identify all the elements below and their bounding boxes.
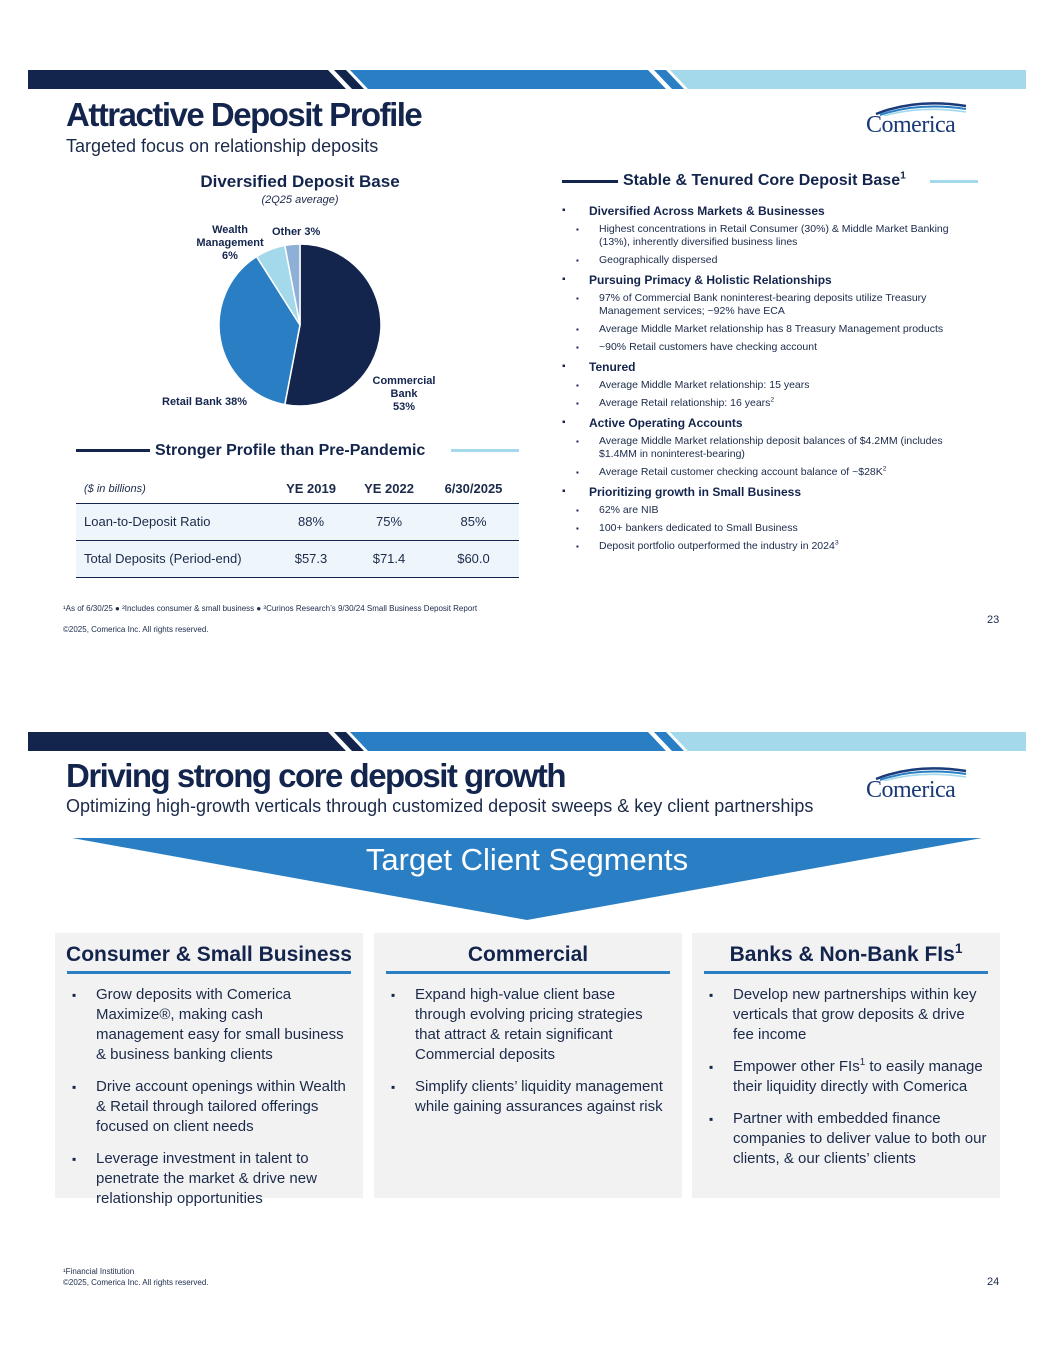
bullet-heading: ▪ Tenured xyxy=(562,359,982,375)
page-number: 24 xyxy=(987,1276,1000,1288)
rule-right xyxy=(930,180,978,183)
footnote-ref: 1 xyxy=(859,1057,866,1068)
bullet-item-text: Average Retail customer checking account balance of ~$28K xyxy=(599,466,883,478)
pie-label-wealth-value: 6% xyxy=(222,250,238,262)
bullet-item xyxy=(562,540,982,553)
table-cell: $71.4 xyxy=(350,540,428,577)
profile-table xyxy=(76,475,519,578)
deposit-pie-chart xyxy=(218,243,382,407)
header-stripe xyxy=(28,732,1026,751)
pie-label-commercial-line1: Commercial xyxy=(372,375,436,387)
col-header-ye2019: YE 2019 xyxy=(272,475,350,503)
footnote-ref: 2 xyxy=(770,396,775,404)
pie-label-commercial xyxy=(368,375,440,414)
card-bullets xyxy=(72,985,351,1221)
bullet-item xyxy=(562,397,982,410)
footnote-ref: 1 xyxy=(954,941,963,956)
segment-card-banks xyxy=(692,933,1000,1198)
profile-table-heading: Stronger Profile than Pre-Pandemic xyxy=(155,442,426,459)
rule-left xyxy=(76,449,150,452)
copyright: ©2025, Comerica Inc. All rights reserved. xyxy=(63,625,209,634)
col-header-q2-2025: 6/30/2025 xyxy=(428,475,519,503)
page-title: Driving strong core deposit growth xyxy=(66,757,566,794)
bullet-item: ▪ 97% of Commercial Bank noninterest-bearing deposits utilize Treasury Management services; ~92% have ECA xyxy=(562,292,982,318)
pie-label-commercial-value: 53% xyxy=(392,401,416,413)
card-rule xyxy=(386,971,670,974)
bullet-heading: ▪ Active Operating Accounts xyxy=(562,415,982,431)
card-rule xyxy=(704,971,988,974)
rule-left xyxy=(562,180,618,183)
page-subtitle: Optimizing high-growth verticals through customized deposit sweeps & key client partnerships xyxy=(66,796,814,816)
bullet-item-text: Average Retail relationship: 16 years xyxy=(599,397,771,409)
pie-label-wealth-line1: Wealth xyxy=(212,224,248,236)
table-cell: 85% xyxy=(428,503,519,540)
table-cell: $60.0 xyxy=(428,540,519,577)
card-title-text: Banks & Non-Bank FIs xyxy=(729,943,955,966)
list-item: ▪ Partner with embedded finance companies to deliver value to both our clients, & our clients’ clients xyxy=(709,1109,988,1169)
footnote: ¹Financial Institution xyxy=(63,1267,135,1276)
table-cell: Loan-to-Deposit Ratio xyxy=(76,503,272,540)
table-cell: 75% xyxy=(350,503,428,540)
pie-label-other: Other 3% xyxy=(272,226,321,238)
footnote-ref: 1 xyxy=(900,170,906,182)
logo-wordmark: Comerica xyxy=(866,777,956,803)
page-subtitle: Targeted focus on relationship deposits xyxy=(66,136,379,156)
segment-card-consumer xyxy=(55,933,363,1207)
footnote: ¹As of 6/30/25 ● ²Includes consumer & small business ● ³Curinos Research’s 9/30/24 Small Business Deposit Report xyxy=(63,604,478,613)
pie-label-wealth xyxy=(190,224,270,263)
core-deposit-heading xyxy=(623,172,906,190)
card-bullets xyxy=(391,985,670,1129)
bullet-item: ▪ Geographically dispersed xyxy=(562,254,982,267)
table-row xyxy=(76,503,519,540)
logo-wordmark: Comerica xyxy=(866,112,956,138)
rule-right xyxy=(451,449,519,452)
slide-24 xyxy=(0,660,1055,1320)
copyright: ©2025, Comerica Inc. All rights reserved. xyxy=(63,1278,209,1287)
list-item: ▪ Develop new partnerships within key verticals that grow deposits & drive fee income xyxy=(709,985,988,1045)
core-deposit-heading-text: Stable & Tenured Core Deposit Base xyxy=(623,172,901,189)
bullet-item: ▪ 100+ bankers dedicated to Small Business xyxy=(562,522,982,535)
table-cell: 88% xyxy=(272,503,350,540)
table-header-row xyxy=(76,475,519,503)
core-deposit-bullets xyxy=(562,198,982,558)
footnote-ref: 3 xyxy=(834,539,839,547)
list-item: ▪ Leverage investment in talent to penetrate the market & drive new relationship opportunities xyxy=(72,1149,351,1209)
bullet-item: ▪ Highest concentrations in Retail Consumer (30%) & Middle Market Banking (13%), inherently diversified business lines xyxy=(562,223,982,249)
list-item: ▪ Drive account openings within Wealth & Retail through tailored offerings focused on client needs xyxy=(72,1077,351,1137)
card-title xyxy=(692,943,1000,967)
pie-label-commercial-line2: Bank xyxy=(390,388,418,400)
bullet-heading: ▪ Prioritizing growth in Small Business xyxy=(562,484,982,500)
list-item: ▪ Expand high-value client base through evolving pricing strategies that attract & retain significant Commercial deposits xyxy=(391,985,670,1065)
pie-label-wealth-line2: Management xyxy=(196,237,264,249)
list-item: ▪ Grow deposits with Comerica Maximize®, making cash management easy for small business & business banking clients xyxy=(72,985,351,1065)
banner-title: Target Client Segments xyxy=(365,842,689,877)
header-stripe xyxy=(28,70,1026,89)
page-title: Attractive Deposit Profile xyxy=(66,96,422,133)
list-item: ▪ Simplify clients’ liquidity management while gaining assurances against risk xyxy=(391,1077,670,1117)
pie-chart-subtitle: (2Q25 average) xyxy=(261,194,339,206)
segment-card-commercial xyxy=(374,933,682,1198)
bullet-heading: ▪ Pursuing Primacy & Holistic Relationships xyxy=(562,272,982,288)
page-number: 23 xyxy=(987,614,1000,626)
table-row xyxy=(76,540,519,577)
bullet-item: ▪ ~90% Retail customers have checking account xyxy=(562,341,982,354)
comerica-logo xyxy=(866,100,976,138)
col-header-ye2022: YE 2022 xyxy=(350,475,428,503)
pie-label-retail: Retail Bank 38% xyxy=(162,396,247,408)
card-bullets xyxy=(709,985,988,1181)
bullet-item: ▪ Average Middle Market relationship: 15 years xyxy=(562,379,982,392)
bullet-item xyxy=(562,466,982,479)
slide-23 xyxy=(0,0,1055,660)
table-cell: Total Deposits (Period-end) xyxy=(76,540,272,577)
col-header-units: ($ in billions) xyxy=(76,475,272,503)
list-item-text-rest: to easily manage their liquidity directly with Comerica xyxy=(733,1058,983,1095)
bullet-item: ▪ 62% are NIB xyxy=(562,504,982,517)
list-item xyxy=(709,1057,988,1097)
card-rule xyxy=(67,971,351,974)
list-item-text: Empower other FIs xyxy=(733,1058,860,1075)
card-title: Consumer & Small Business xyxy=(66,943,352,966)
pie-chart-title: Diversified Deposit Base xyxy=(200,172,400,191)
card-title: Commercial xyxy=(467,943,589,966)
bullet-item-text: Deposit portfolio outperformed the industry in 2024 xyxy=(599,540,835,552)
table-cell: $57.3 xyxy=(272,540,350,577)
footnote-ref: 2 xyxy=(882,465,887,473)
bullet-heading: ▪ Diversified Across Markets & Businesses xyxy=(562,203,982,219)
bullet-item: ▪ Average Middle Market relationship has 8 Treasury Management products xyxy=(562,323,982,336)
bullet-item: ▪ Average Middle Market relationship deposit balances of $4.2MM (includes $1.4MM in noninterest-bearing) xyxy=(562,435,982,461)
comerica-logo xyxy=(866,765,976,803)
